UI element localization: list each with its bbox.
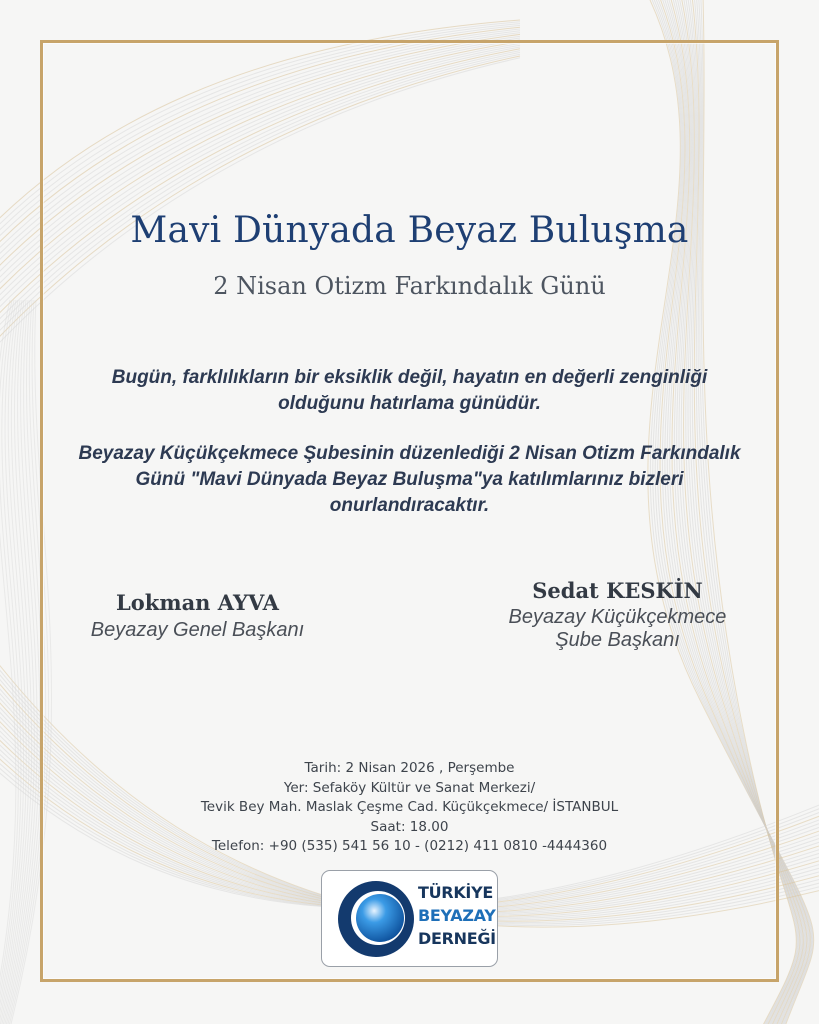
event-info — [0, 759, 819, 857]
association-logo — [321, 870, 498, 967]
event-phone: Telefon: +90 (535) 541 56 10 - (0212) 411 0810 -4444360 — [211, 838, 608, 854]
message-paragraph-2: Beyazay Küçükçekmece Şubesinin düzenlediği 2 Nisan Otizm Farkındalık Günü "Mavi Dünyada Beyaz Buluşma"ya katılımlarınız bizleri onurlandıracaktır. — [78, 443, 741, 516]
event-venue: Yer: Sefaköy Kültür ve Sanat Merkezi/ — [283, 779, 536, 796]
message-paragraph-1: Bugün, farklılıkların bir eksiklik değil, hayatın en değerli zenginliği olduğunu hatırlama günüdür. — [111, 367, 708, 414]
event-time: Saat: 18.00 — [370, 818, 449, 835]
signature-2-role-line-2: Şube Başkanı — [555, 629, 680, 651]
signature-2-role-line-1: Beyazay Küçükçekmece — [508, 606, 727, 628]
logo-line-1: TÜRKİYE — [418, 883, 493, 902]
event-address: Tevik Bey Mah. Maslak Çeşme Cad. Küçükçekmece/ İSTANBUL — [200, 799, 619, 815]
logo-wordmark — [418, 881, 494, 950]
page-subtitle: 2 Nisan Otizm Farkındalık Günü — [213, 272, 606, 300]
signature-1-name: Lokman AYVA — [116, 590, 279, 615]
page-title: Mavi Dünyada Beyaz Buluşma — [130, 210, 689, 251]
logo-line-2: BEYAZAY — [418, 906, 496, 925]
logo-line-3: DERNEĞİ — [418, 929, 496, 948]
signature-2-name: Sedat KESKİN — [532, 578, 703, 603]
signature-2-role — [485, 606, 750, 652]
event-date: Tarih: 2 Nisan 2026 , Perşembe — [304, 760, 515, 776]
signature-1-role: Beyazay Genel Başkanı — [90, 619, 305, 641]
crescent-globe-icon — [334, 877, 418, 961]
